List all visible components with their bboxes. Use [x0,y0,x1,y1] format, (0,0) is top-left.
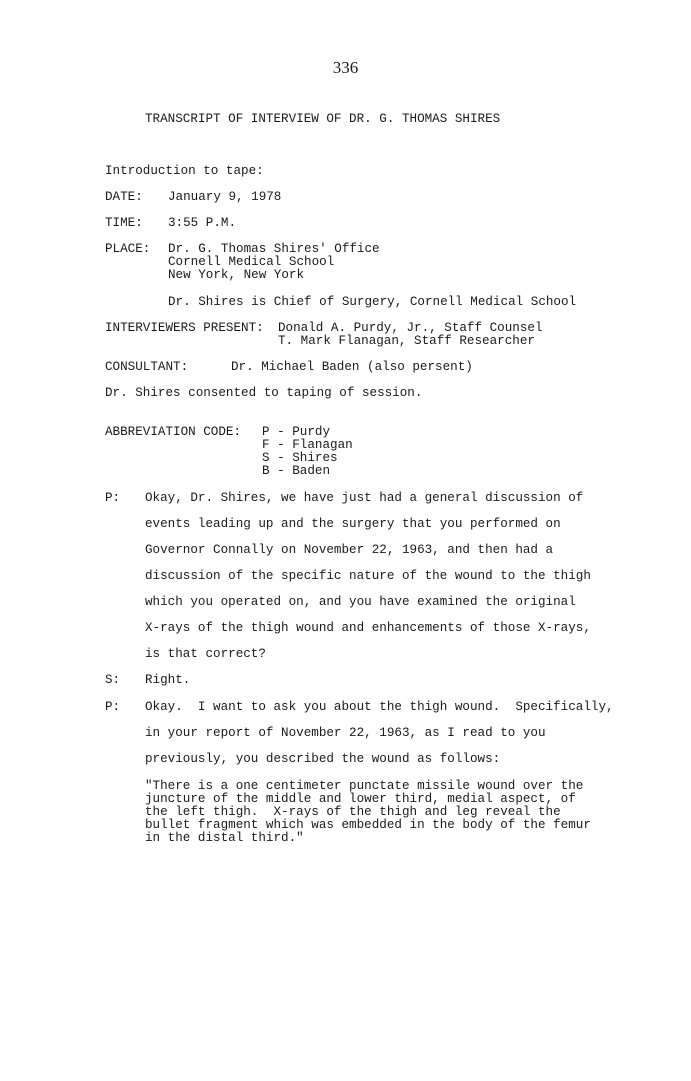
dialogue-line: Right. [145,673,191,687]
time-value: 3:55 P.M. [168,216,237,230]
quote-line: juncture of the middle and lower third, medial aspect, of [145,792,576,806]
dialogue-line: is that correct? [145,647,266,661]
quote-line: the left thigh. X-rays of the thigh and leg reveal the [145,805,561,819]
place-note: Dr. Shires is Chief of Surgery, Cornell Medical School [168,295,577,309]
consent-line: Dr. Shires consented to taping of session. [105,386,423,400]
abbreviation-code: S - Shires [262,451,338,465]
abbreviation-code: F - Flanagan [262,438,353,452]
quote-line: bullet fragment which was embedded in the body of the femur [145,818,591,832]
intro-line: Introduction to tape: [105,164,264,178]
dialogue-line: Okay, Dr. Shires, we have just had a general discussion of [145,491,584,505]
interviewer-line: Donald A. Purdy, Jr., Staff Counsel [278,321,543,335]
quote-line: "There is a one centimeter punctate missile wound over the [145,779,584,793]
time-label: TIME: [105,216,143,230]
place-line: Cornell Medical School [168,255,335,269]
dialogue-line: Governor Connally on November 22, 1963, and then had a [145,543,554,557]
consultant-label: CONSULTANT: [105,360,189,374]
place-line: New York, New York [168,268,305,282]
speaker-tag: S: [105,673,121,687]
interviewer-line: T. Mark Flanagan, Staff Researcher [278,334,535,348]
abbreviation-code: B - Baden [262,464,331,478]
dialogue-line: in your report of November 22, 1963, as I read to you [145,726,546,740]
dialogue-line: events leading up and the surgery that you performed on [145,517,561,531]
place-label: PLACE: [105,242,151,256]
dialogue-line: X-rays of the thigh wound and enhancements of those X-rays, [145,621,591,635]
abbreviation-code: P - Purdy [262,425,331,439]
document-title: TRANSCRIPT OF INTERVIEW OF DR. G. THOMAS SHIRES [145,112,501,126]
date-value: January 9, 1978 [168,190,282,204]
speaker-tag: P: [105,491,121,505]
quote-line: in the distal third." [145,831,304,845]
interviewers-label: INTERVIEWERS PRESENT: [105,321,264,335]
speaker-tag: P: [105,700,121,714]
consultant-value: Dr. Michael Baden (also persent) [231,360,473,374]
dialogue-line: which you operated on, and you have examined the original [145,595,576,609]
dialogue-line: Okay. I want to ask you about the thigh wound. Specifically, [145,700,614,714]
dialogue-line: discussion of the specific nature of the wound to the thigh [145,569,591,583]
abbreviation-label: ABBREVIATION CODE: [105,425,242,439]
page-number: 336 [332,58,359,77]
place-line: Dr. G. Thomas Shires' Office [168,242,380,256]
date-label: DATE: [105,190,143,204]
dialogue-line: previously, you described the wound as follows: [145,752,501,766]
